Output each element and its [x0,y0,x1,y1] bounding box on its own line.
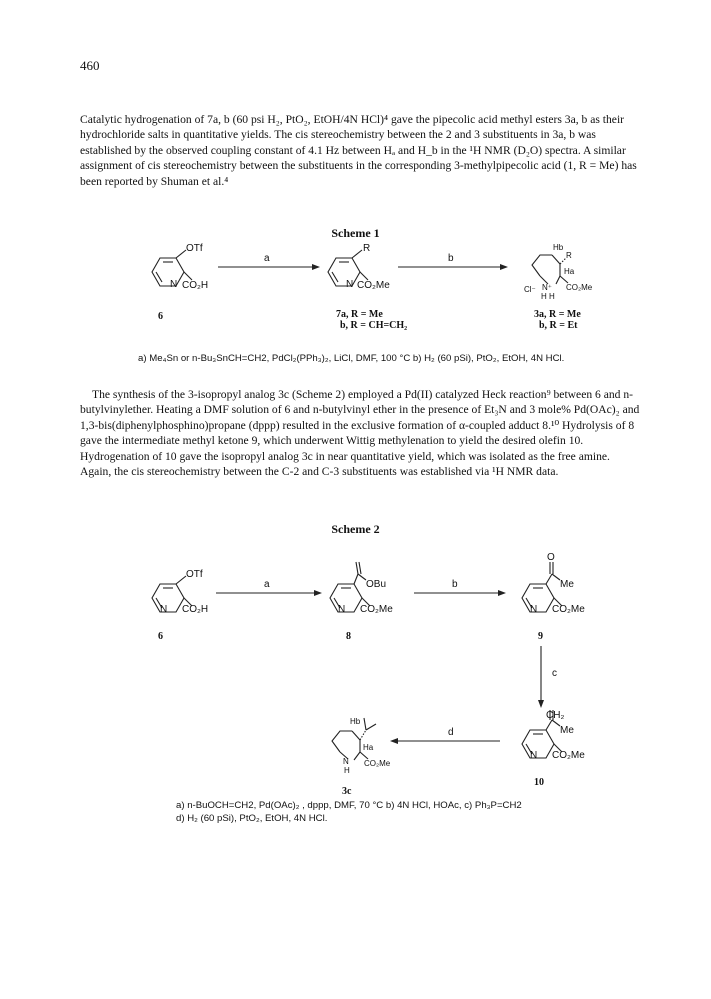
compound-6-label: 6 [158,631,163,642]
nh-h-label: H H [541,292,555,301]
nitrogen-label: N [338,604,346,615]
nitrogen-label: N [170,279,178,290]
paragraph-synthesis: The synthesis of the 3-isopropyl analog 3c (Scheme 2) employed a Pd(II) catalyzed Heck reaction⁹ between 6 and n-butylvinylether. Heating a DMF solution of 6 and n-butylvinyl ether in the presence of Et₃N and 3 mole% Pd(OAc)₂ and 1,3-bis(diphenylphosphino)propane (dppp) resulted in the exclusive formation of α-coupled adduct 8.¹⁰ Hydrolysis of 8 gave the intermediate methyl ketone 9, which underwent Wittig methylenation to yield the desired olefin 10. Hydrogenation of 10 gave the isopropyl analog 3c in near quantitative yield, which was isolated as the free amine. Again, the cis stereochemistry between the C-2 and C-3 substituents was established via ¹H NMR data. [80,388,640,479]
compound-3a-label: 3a, R = Me [534,309,581,320]
arrow-a-label: a [264,253,270,264]
methyl-label: Me [560,725,574,736]
co2me-label: CO₂Me [360,604,393,615]
nh-label: H [344,766,350,775]
r-label: R [566,251,572,260]
page-number: 460 [80,58,100,73]
r-label: R [363,243,371,254]
chloride-label: Cl⁻ [524,285,536,294]
scheme2-footnote-line1: a) n-BuOCH=CH2, Pd(OAc)₂ , dppp, DMF, 70 °C b) 4N HCl, HOAc, c) Ph₃P=CH2 [176,800,522,811]
compound-3c-label: 3c [342,786,352,797]
oxygen-label: O [547,552,555,563]
ammonium-label: N⁺ [542,283,552,292]
arrow-b-label: b [448,253,454,264]
ha-label: Ha [564,267,575,276]
co2h-label: CO₂H [182,604,209,615]
compound-7a-label: 7a, R = Me [336,309,383,320]
nitrogen-label: N [530,604,538,615]
scheme2-footnote [176,799,522,825]
co2me-label: CO₂Me [357,280,390,291]
otf-label: OTf [186,569,203,580]
scheme1-footnote: a) Me₄Sn or n-Bu₃SnCH=CH2, PdCl₂(PPh₃)₂, LiCl, DMF, 100 °C b) H₂ (60 pSi), PtO₂, EtOH, 4N HCl. [138,353,565,364]
co2me-label: CO₂Me [552,604,585,615]
scheme2-compound-9 [522,552,585,642]
scheme2-compound-3c [332,717,391,797]
paragraph-hydrogenation: Catalytic hydrogenation of 7a, b (60 psi H₂, PtO₂, EtOH/4N HCl)⁴ gave the pipecolic acid methyl esters 3a, b as their hydrochloride salts in quantitative yields. The cis stereochemistry between the 2 and 3 substituents in 3a, b was established by the observed coupling constant of 4.1 Hz between Hₐ and H_b in the ¹H NMR (D₂O) spectra. A similar assignment of cis stereochemistry between the substituents in the corresponding 3-methylpipecolic acid (1, R = Me) has been reported by Shuman et al.⁴ [80,113,637,188]
arrow-c-label: c [552,668,557,679]
nitrogen-label: N [160,604,168,615]
scheme1-title: Scheme 1 [331,226,380,240]
scheme2-title: Scheme 2 [331,522,380,536]
methylene-label: CH₂ [546,710,565,721]
co2me-label: CO₂Me [364,759,391,768]
arrow-a-label: a [264,579,270,590]
obu-label: OBu [366,579,387,590]
arrow-d-label: d [448,727,454,738]
nitrogen-label: N [530,750,538,761]
co2me-label: CO₂Me [566,283,593,292]
compound-8-label: 8 [346,631,351,642]
methyl-label: Me [560,579,574,590]
scheme2-footnote-line2: d) H₂ (60 pSi), PtO₂, EtOH, 4N HCl. [176,813,328,824]
scheme2-compound-10 [522,710,585,788]
nitrogen-label: N [346,279,354,290]
compound-7b-label: b, R = CH=CH₂ [340,320,408,331]
compound-6-label: 6 [158,311,163,322]
ha-label: Ha [363,743,374,752]
scheme2-compound-6 [152,569,208,642]
co2me-label: CO₂Me [552,750,585,761]
arrow-b-label: b [452,579,458,590]
hb-label: Hb [553,243,564,252]
compound-10-label: 10 [534,777,544,788]
hb-label: Hb [350,717,361,726]
nitrogen-label: N [343,757,349,766]
scheme2-compound-8 [330,562,393,642]
co2h-label: CO₂H [182,280,209,291]
otf-label: OTf [186,243,203,254]
compound-9-label: 9 [538,631,543,642]
compound-3b-label: b, R = Et [539,320,578,331]
